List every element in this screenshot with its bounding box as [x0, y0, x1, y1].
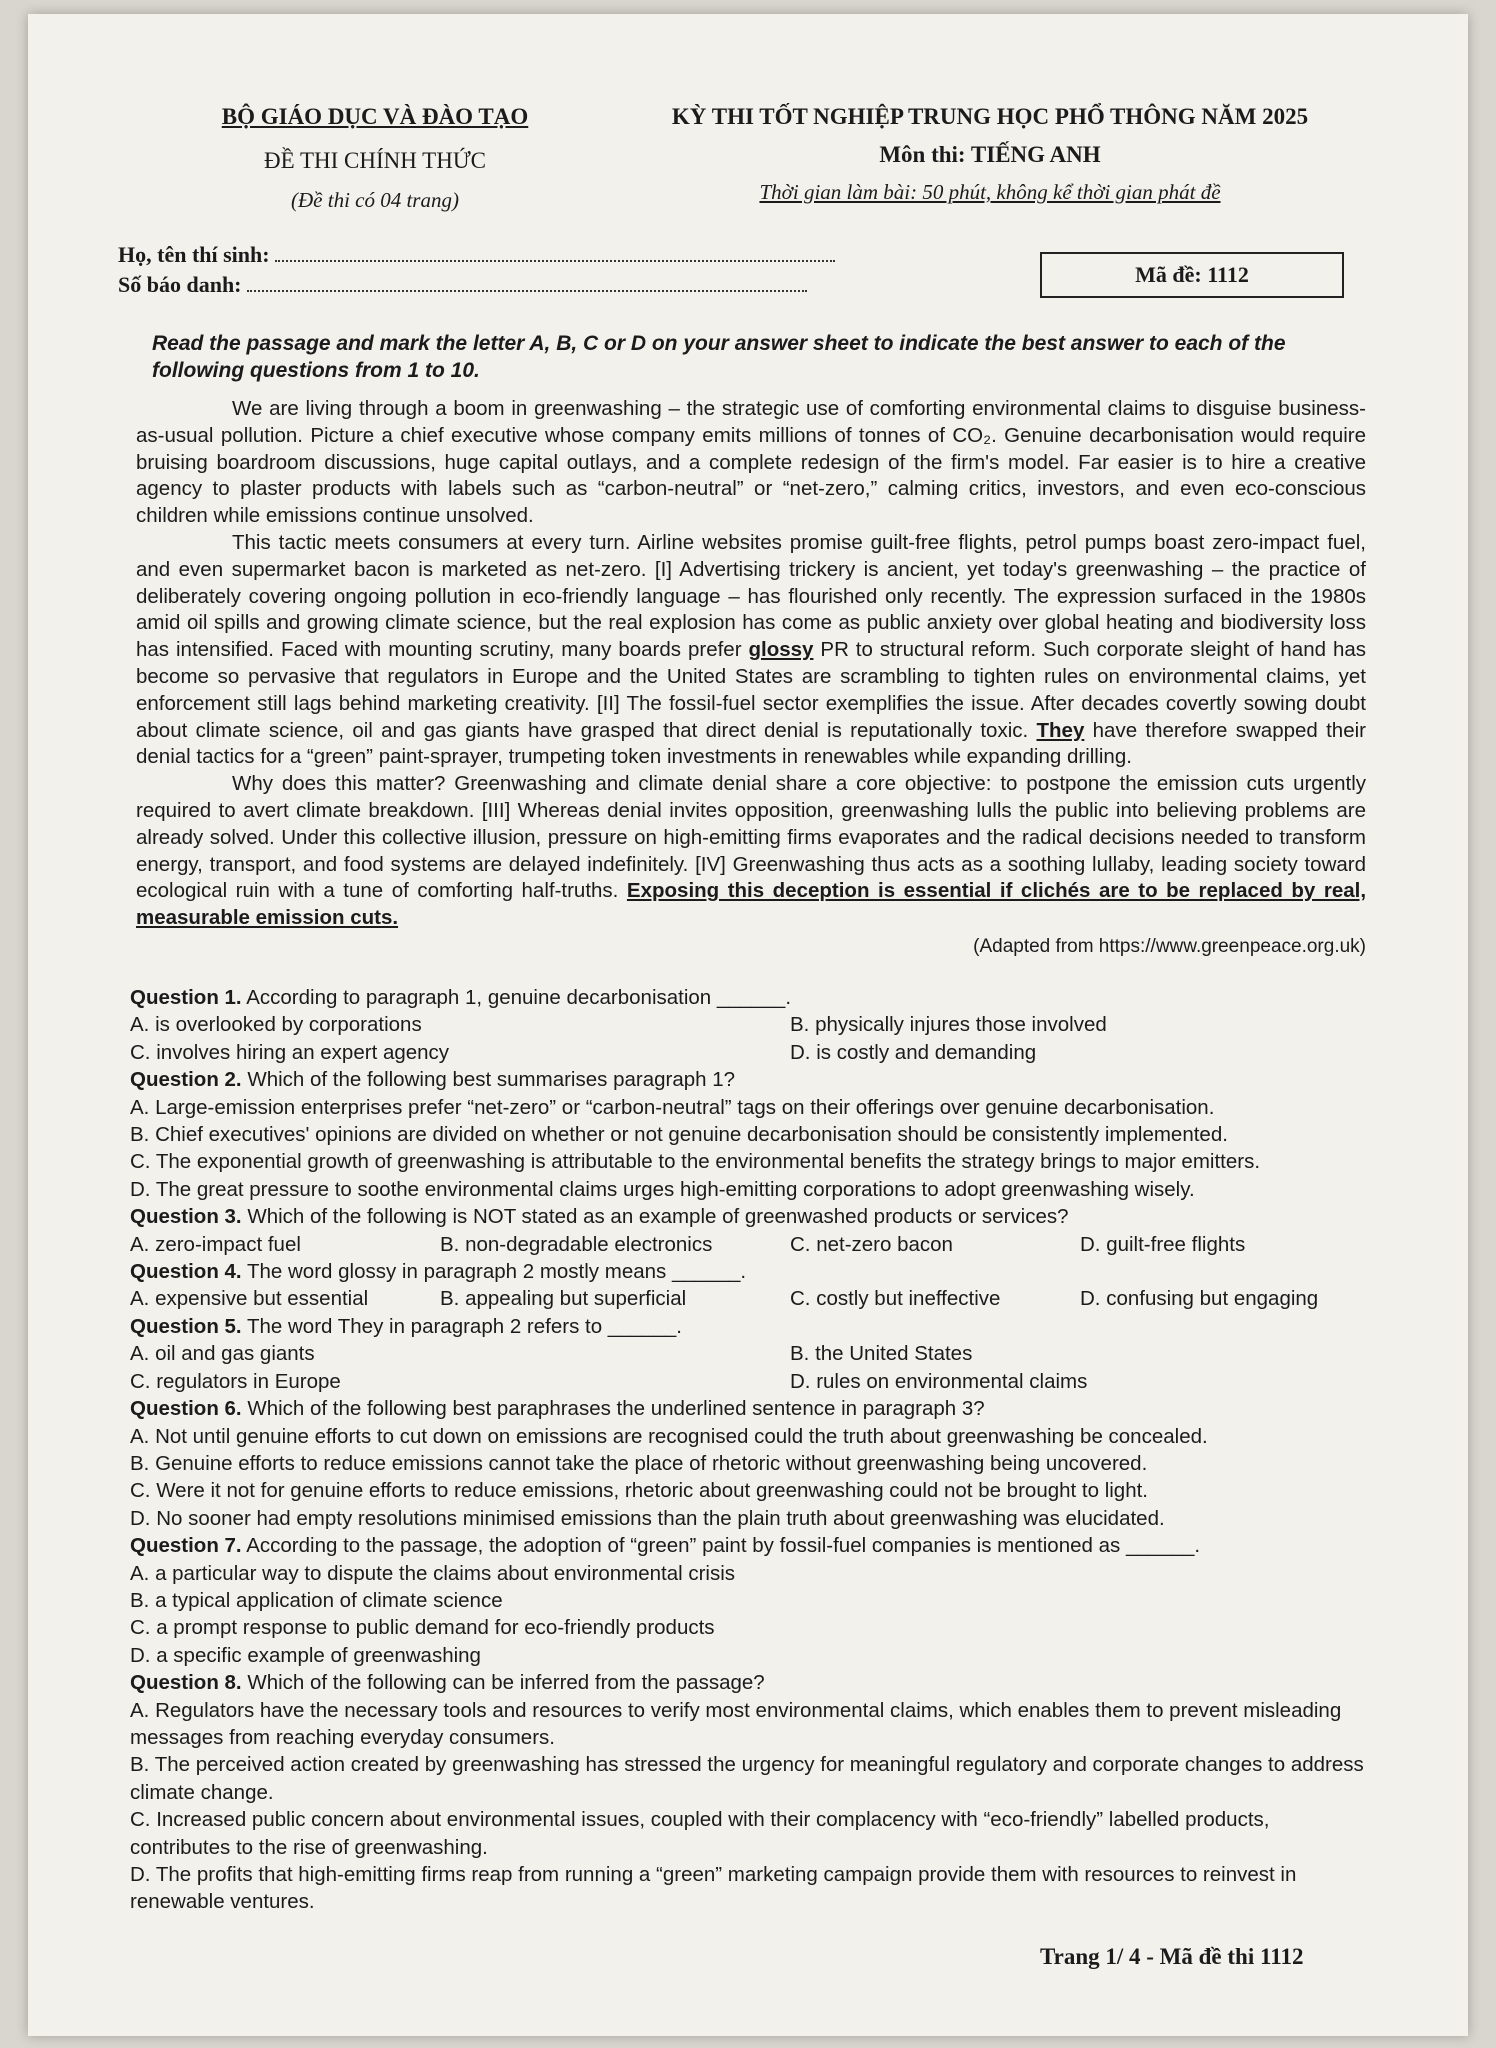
question-stem: The word They in paragraph 2 refers to ______.	[246, 1314, 682, 1338]
option-d[interactable]: D. No sooner had empty resolutions minimised emissions than the plain truth about greenwashing was elucidated.	[130, 1506, 1165, 1530]
option-c[interactable]: C. Increased public concern about environmental issues, coupled with their complacency with “eco-friendly” labelled products, contributes to the rise of greenwashing.	[130, 1808, 1270, 1859]
paragraph-2	[136, 530, 1366, 771]
option-a[interactable]: A. a particular way to dispute the claims about environmental crisis	[130, 1561, 736, 1585]
question-1-options	[130, 1011, 1370, 1066]
candidate-id-row	[118, 272, 807, 298]
question-stem: Which of the following best summarises paragraph 1?	[247, 1068, 736, 1092]
question-stem: Which of the following can be inferred from the passage?	[247, 1671, 765, 1695]
page-count: (Đề thi có 04 trang)	[291, 188, 459, 212]
option-c[interactable]: C. Were it not for genuine efforts to reduce emissions, rhetoric about greenwashing could not be brought to light.	[130, 1479, 1149, 1503]
paragraph-2-part-b: PR to structural reform. Such corporate sleight of hand has become so pervasive that regulators in Europe and the United States are scrambling to tighten rules on environmental claims, yet enforcement still lags behind marketing creativity. [II] The fossil-fuel sector exemplifies the issue. After decades covertly sowing doubt about climate science, oil and gas giants have grasped that direct denial is reputationally toxic.	[136, 638, 1367, 742]
question-number: Question 2.	[130, 1068, 242, 1092]
question-5-options	[130, 1340, 1370, 1395]
option-a[interactable]: A. Large-emission enterprises prefer “net-zero” or “carbon-neutral” tags on their offerings over genuine decarbonisation.	[130, 1095, 1215, 1119]
option-c[interactable]: C. costly but ineffective	[790, 1287, 1001, 1311]
option-d[interactable]: D. a specific example of greenwashing	[130, 1643, 481, 1667]
subject: Môn thi: TIẾNG ANH	[879, 142, 1101, 167]
question-3-options	[130, 1231, 1370, 1258]
reading-passage	[136, 396, 1366, 961]
option-d[interactable]: D. guilt-free flights	[1080, 1232, 1246, 1256]
question-number: Question 3.	[130, 1205, 242, 1229]
option-a[interactable]: A. Regulators have the necessary tools and resources to verify most environmental claims, which enables them to prevent misleading messages from reaching everyday consumers.	[130, 1698, 1342, 1749]
question-5	[130, 1313, 1370, 1340]
option-c[interactable]: C. The exponential growth of greenwashing is attributable to the environmental benefits the strategy brings to major emitters.	[130, 1150, 1261, 1174]
option-c[interactable]: C. a prompt response to public demand for eco-friendly products	[130, 1616, 715, 1640]
header-right	[610, 104, 1370, 205]
header-left	[170, 104, 580, 213]
question-number: Question 8.	[130, 1671, 242, 1695]
question-stem: The word glossy in paragraph 2 mostly means ______.	[246, 1260, 747, 1284]
question-8	[130, 1669, 1370, 1696]
option-d[interactable]: D. rules on environmental claims	[790, 1369, 1088, 1393]
paragraph-2-part-c: have therefore swapped their denial tactics for a “green” paint-sprayer, trumpeting token investments in renewables while expanding drilling.	[136, 718, 1366, 769]
question-3	[130, 1203, 1370, 1230]
option-b[interactable]: B. The perceived action created by greenwashing has stressed the urgency for meaningful regulatory and corporate changes to address climate change.	[130, 1753, 1364, 1804]
instruction: Read the passage and mark the letter A, B, C or D on your answer sheet to indicate the best answer to each of the following questions from 1 to 10.	[152, 332, 1286, 382]
option-c[interactable]: C. involves hiring an expert agency	[130, 1040, 450, 1064]
candidate-name-label: Họ, tên thí sinh:	[118, 242, 270, 267]
option-d[interactable]: D. confusing but engaging	[1080, 1287, 1319, 1311]
question-1	[130, 984, 1370, 1011]
question-stem: According to the passage, the adoption of “green” paint by fossil-fuel companies is mentioned as ______.	[246, 1534, 1201, 1558]
candidate-id-label: Số báo danh:	[118, 272, 242, 297]
option-a[interactable]: A. oil and gas giants	[130, 1342, 315, 1366]
question-stem: According to paragraph 1, genuine decarbonisation ______.	[246, 986, 792, 1009]
candidate-name-field[interactable]	[275, 246, 835, 262]
question-number: Question 1.	[130, 986, 242, 1009]
option-c[interactable]: C. regulators in Europe	[130, 1369, 341, 1393]
exam-type: ĐỀ THI CHÍNH THỨC	[263, 148, 487, 173]
question-6	[130, 1395, 1370, 1422]
ministry-name: BỘ GIÁO DỤC VÀ ĐÀO TẠO	[221, 104, 529, 129]
exam-name: KỲ THI TỐT NGHIỆP TRUNG HỌC PHỔ THÔNG NĂM 2025	[671, 104, 1309, 129]
question-4-options	[130, 1285, 1370, 1312]
question-number: Question 7.	[130, 1534, 242, 1558]
question-stem: Which of the following is NOT stated as an example of greenwashed products or services?	[247, 1205, 1069, 1229]
option-c[interactable]: C. net-zero bacon	[790, 1232, 953, 1256]
option-a[interactable]: A. expensive but essential	[130, 1287, 369, 1311]
word-they: They	[1036, 718, 1085, 742]
question-number: Question 5.	[130, 1314, 242, 1338]
paragraph-1: We are living through a boom in greenwashing – the strategic use of comforting environmental claims to disguise business-as-usual pollution. Picture a chief executive whose company emits millions of tonnes of CO₂. Genuine decarbonisation would require bruising boardroom discussions, huge capital outlays, and a complete redesign of the firm's model. Far easier is to hire a creative agency to plaster products with labels such as “carbon-neutral” or “net-zero,” calming critics, investors, and even eco-conscious children while emissions continue unsolved.	[136, 397, 1366, 528]
option-b[interactable]: B. the United States	[790, 1342, 973, 1366]
option-a[interactable]: A. Not until genuine efforts to cut down on emissions are recognised could the truth about greenwashing be concealed.	[130, 1424, 1208, 1448]
paragraph-3	[136, 771, 1366, 932]
page-footer: Trang 1/ 4 - Mã đề thi 1112	[1040, 1944, 1304, 1969]
option-d[interactable]: D. The great pressure to soothe environmental claims urges high-emitting corporations to adopt greenwashing wisely.	[130, 1177, 1195, 1201]
word-glossy: glossy	[748, 638, 814, 662]
question-number: Question 4.	[130, 1260, 242, 1284]
question-list	[130, 984, 1370, 1916]
option-d[interactable]: D. The profits that high-emitting firms reap from running a “green” marketing campaign provide them with resources to reinvest in renewable ventures.	[130, 1863, 1297, 1914]
candidate-name-row	[118, 242, 835, 268]
option-b[interactable]: B. Genuine efforts to reduce emissions cannot take the place of rhetoric without greenwashing being uncovered.	[130, 1451, 1148, 1475]
question-7	[130, 1532, 1370, 1559]
paragraph-2-part-a: This tactic meets consumers at every turn. Airline websites promise guilt-free flights, petrol pumps boast zero-impact fuel, and even supermarket bacon is marketed as net-zero. [I] Advertising trickery is ancient, yet today's greenwashing – the practice of deliberately covering ongoing pollution in eco-friendly language – has flourished only recently. The expression surfaced in the 1980s amid oil spills and growing climate science, but the real explosion has come as public anxiety over global heating and biodiversity loss has intensified. Faced with mounting scrutiny, many boards prefer	[136, 530, 1366, 662]
exam-code-box: Mã đề: 1112	[1040, 252, 1344, 298]
option-b[interactable]: B. a typical application of climate science	[130, 1588, 503, 1612]
question-number: Question 6.	[130, 1397, 242, 1421]
option-b[interactable]: B. appealing but superficial	[440, 1287, 687, 1311]
question-2	[130, 1066, 1370, 1093]
option-a[interactable]: A. is overlooked by corporations	[130, 1013, 422, 1037]
option-b[interactable]: B. Chief executives' opinions are divided on whether or not genuine decarbonisation should be consistently implemented.	[130, 1123, 1228, 1147]
paragraph-3-text: Why does this matter? Greenwashing and climate denial share a core objective: to postpone the emission cuts urgently required to avert climate breakdown. [III] Whereas denial invites opposition, greenwashing lulls the public into believing problems are already solved. Under this collective illusion, pressure on high-emitting firms evaporates and the radical decisions needed to transform energy, transport, and food systems are delayed indefinitely. [IV] Greenwashing thus acts as a soothing lullaby, leading society toward ecological ruin with a tune of comforting half-truths.	[136, 772, 1366, 903]
option-b[interactable]: B. physically injures those involved	[790, 1013, 1107, 1037]
source-citation: (Adapted from https://www.greenpeace.org.uk)	[973, 935, 1366, 957]
question-stem: Which of the following best paraphrases the underlined sentence in paragraph 3?	[247, 1397, 985, 1421]
exam-time: Thời gian làm bài: 50 phút, không kể thời gian phát đề	[759, 180, 1221, 204]
underlined-sentence: Exposing this deception is essential if clichés are to be replaced by real, measurable emission cuts.	[136, 879, 1367, 930]
option-b[interactable]: B. non-degradable electronics	[440, 1232, 713, 1256]
question-4	[130, 1258, 1370, 1285]
option-d[interactable]: D. is costly and demanding	[790, 1040, 1037, 1064]
option-a[interactable]: A. zero-impact fuel	[130, 1232, 301, 1256]
candidate-id-field[interactable]	[247, 276, 807, 292]
